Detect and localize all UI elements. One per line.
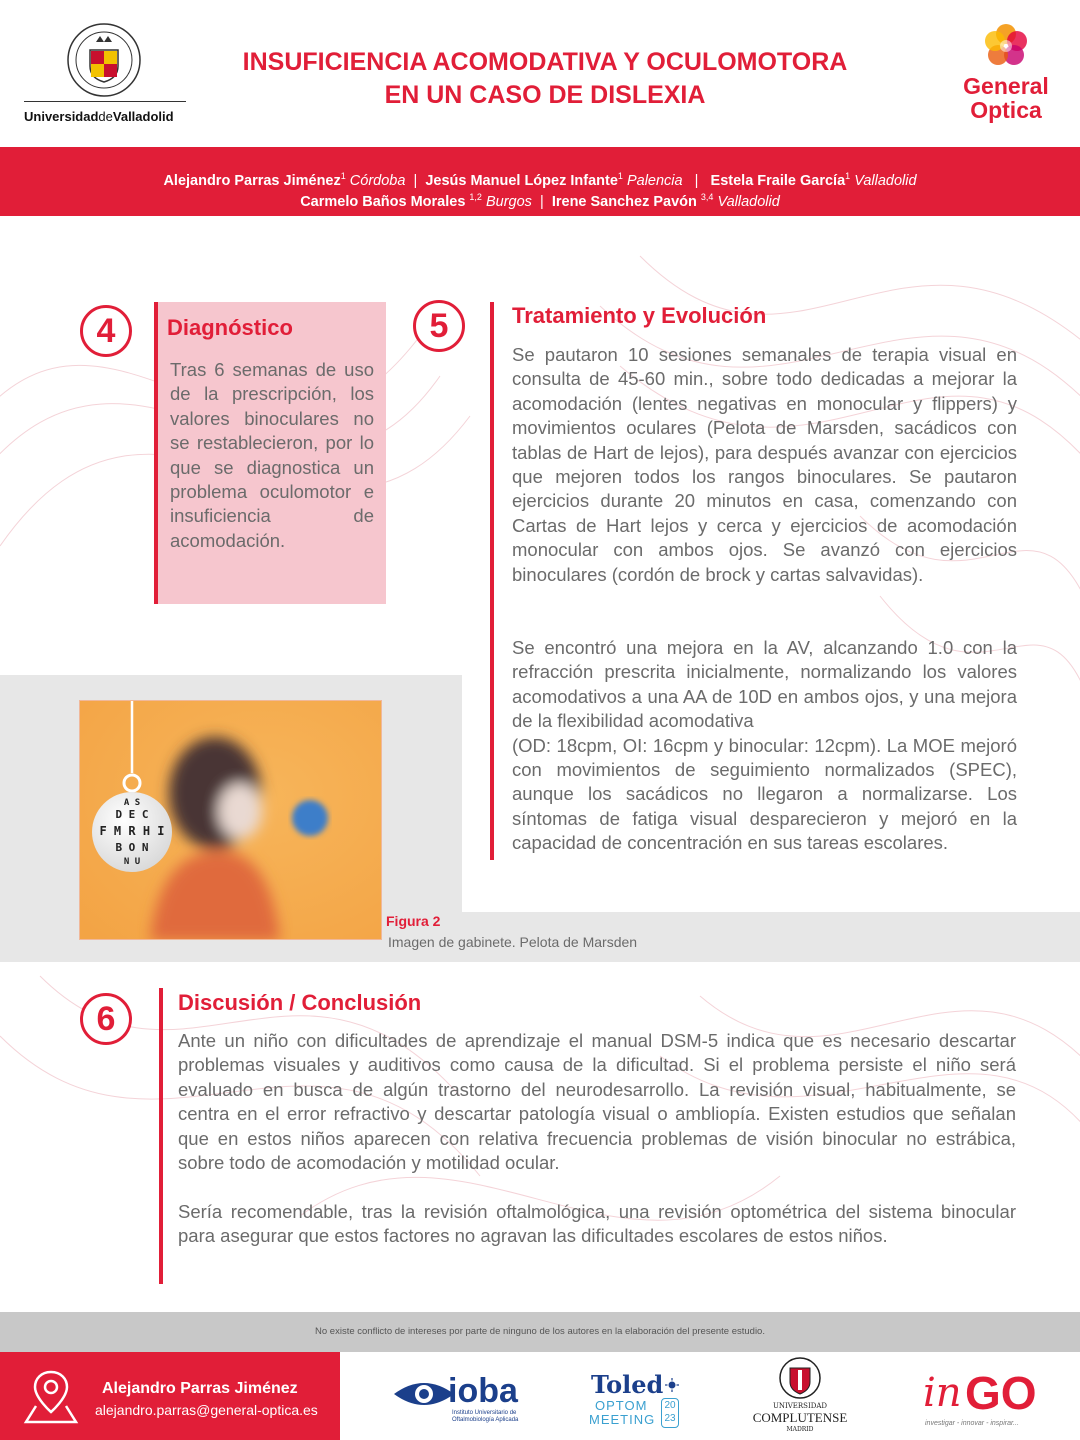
ball-letters-row4: B O N xyxy=(115,841,149,854)
diagnosis-text: Tras 6 semanas de uso de la prescripción, los valores binoculares no se restablecieron, por lo que se diagnostica un problema oculomotor e insuficiencia de acomodación. xyxy=(170,359,374,551)
section-number-6: 6 xyxy=(80,993,132,1045)
university-crest-icon xyxy=(66,22,142,98)
flower-icon xyxy=(978,18,1034,74)
university-name: UniversidaddeValladolid xyxy=(24,109,174,124)
ingo-logo: in GO investigar - innovar - inspirar... xyxy=(923,1367,1037,1427)
figure-label: Figura 2 xyxy=(386,913,441,929)
eye-icon xyxy=(392,1376,456,1412)
ball-letters-row1: A S xyxy=(123,798,141,808)
conflict-of-interest-note: No existe conflicto de intereses por parte de ninguno de los autores en la elaboración del presente estudio. xyxy=(315,1326,765,1337)
conclusion-title: Discusión / Conclusión xyxy=(178,990,422,1015)
diagnosis-bar xyxy=(154,302,158,604)
marsden-ball-illustration xyxy=(80,701,382,940)
section-number-5: 5 xyxy=(413,300,465,352)
treatment-title: Tratamiento y Evolución xyxy=(512,303,767,328)
sun-icon xyxy=(665,1378,679,1392)
ball-letters-row5: N U xyxy=(123,857,141,867)
treatment-bar xyxy=(490,302,494,860)
authors-list: Alejandro Parras Jiménez$^1$ Córdoba | Jesús Manuel López Infante$^1$ Palencia | Estela Fraile García$^1$ Valladolid Carmelo Baños Morales $^{1,2}$ Burgos | Irene Sanchez Pavón $^{3,4}$ Valladolid xyxy=(163,171,917,210)
figure-image xyxy=(79,700,382,940)
general-optica-logo: General Optica xyxy=(944,18,1068,128)
ucm-crest-icon xyxy=(778,1356,822,1400)
figure-caption: Imagen de gabinete. Pelota de Marsden xyxy=(388,934,638,950)
partner-logos xyxy=(340,1352,1080,1440)
toledo-optom-logo: Toled OPTOM MEETING 20 23 xyxy=(585,1370,685,1434)
recommendation-text: Sería recomendable, tras la revisión oftalmológica, una revisión optométrica del sistema binocular para asegurar que estos factores no agravan las dificultades escolares de estos niños. xyxy=(178,1201,1016,1247)
conclusion-text: Ante un niño con dificultades de aprendizaje el manual DSM-5 indica que es necesario descartar problemas visuales y auditivos como causa de la dificultad. Si el problema persiste el niño será evaluado en busca de algún trastorno del neurodesarrollo. La revisión visual, habitualmente, se centra en el error refractivo y descartar patología visual o ambliopía. Existen estudios que señalan que en estos niños aparecen con relativa frecuencia problemas de visión binocular no estrábica, sobre todo de acomodación y motilidad ocular. xyxy=(178,1030,1016,1174)
contact-email[interactable]: alejandro.parras@general-optica.es xyxy=(95,1402,318,1418)
ball-letters-row3: F M R H I xyxy=(99,824,165,838)
treatment-text: Se pautaron 10 sesiones semanales de terapia visual en consulta de 45-60 min., sobre todo dedicadas a mejorar la acomodación (lentes negativas en monocular y flippers) y movimientos oculares (Pelota de Marsden, sacádicos con tablas de Hart de lejos), para después avanzar con ejercicios que mejoren todos los rangos binoculares. Se pautaron ejercicios durante 20 minutos en casa, comenzando con Cartas de Hart lejos y cerca y ejercicios de acomodación monocular con ambos ojos. Se avanzó con ejercicios binoculares (cordón de brock y cartas salvavidas). xyxy=(512,344,1017,585)
ucm-logo: UNIVERSIDAD COMPLUTENSE MADRID xyxy=(750,1356,850,1440)
evolution-text: Se encontró una mejora en la AV, alcanzando 1.0 con la refracción prescrita inicialmente, normalizando los valores acomodativos a una AA de 10D en ambos ojos, y una mejora de la flexibilidad acomodativa (OD: 18cpm, OI: 16cpm y binocular: 12cpm). La MOE mejoró con movimientos de seguimiento normalizados (SPEC), aunque los sacádicos no llegaron a normalizarse. Los síntomas de fatiga visual desparecieron y mejoró en la capacidad de concentración en sus tareas escolares. xyxy=(512,637,1017,854)
university-divider xyxy=(24,101,186,102)
diagnosis-title: Diagnóstico xyxy=(167,315,293,340)
ball-letters-row2: D E C xyxy=(115,808,149,821)
section-number-4: 4 xyxy=(80,305,132,357)
contact-name: Alejandro Parras Jiménez xyxy=(102,1380,298,1397)
ioba-logo: ioba Instituto Universitario de Oftalmobiología Aplicada xyxy=(392,1372,522,1422)
conclusion-bar xyxy=(159,988,163,1284)
poster-title: INSUFICIENCIA ACOMODATIVA Y OCULOMOTORA EN UN CASO DE DISLEXIA xyxy=(242,48,848,109)
location-pin-icon xyxy=(22,1366,80,1426)
